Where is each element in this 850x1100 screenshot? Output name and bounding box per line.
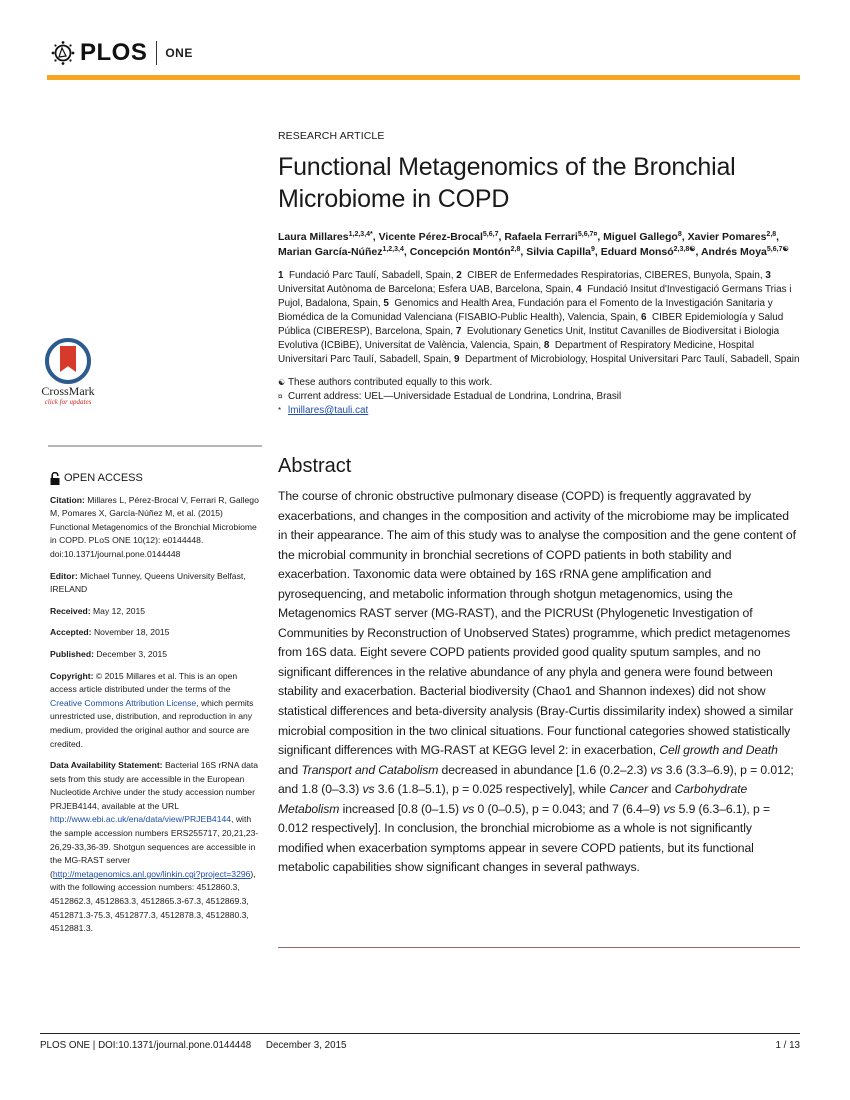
received-text: May 12, 2015 [93, 605, 146, 616]
data-availability-text-3: ), with the following accession numbers: 4512860.3, 4512862.3, 4512863.3, 4512865.3-67.3, 4512869.3, 4512871.3-75.3, 4512877.3, 4512878.3, 4512880.3, 4512881.3. [50, 868, 256, 934]
article-main [278, 130, 800, 878]
affiliation-number: 8 [543, 340, 550, 351]
abstract-heading: Abstract [278, 455, 352, 477]
crossmark-label: CrossMark [41, 384, 95, 398]
sidebar-divider [48, 445, 262, 447]
header-accent-bar [47, 75, 800, 80]
page-number: 1 / 13 [775, 1040, 800, 1051]
author-name[interactable]: Vicente Pérez-Brocal [378, 231, 483, 243]
abstract-segment: 3.6 (1.8–5.1), p = 0.025 respectively], while [374, 782, 610, 797]
abstract-italic: Carbohydrate Metabolism [278, 782, 748, 816]
author-notes [278, 376, 800, 418]
equal-contribution-icon: ☯ [278, 378, 286, 387]
citation-label: Citation: [50, 494, 85, 505]
copyright-label: Copyright: [50, 670, 94, 681]
data-availability-text: Bacterial 16S rRNA data sets from this study are accessible in the European Nucleotide Archive under the study accession number PRJEB4144, available at the URL [50, 760, 259, 811]
affiliation-number: 1 [278, 270, 284, 281]
affiliation-number: 6 [641, 312, 647, 323]
affiliation-text: Genomics and Health Area, Fundación para el Fomento de la Investigación Sanitaria y Biomédica de la Comunidad Valenciana (FISABIO-Public Health), Valencia, Spain, [278, 298, 773, 323]
affiliation-text: Evolutionary Genetics Unit, Institut Cavanilles de Biodiversitat i Biologia Evolutiva (ICBiBE), Universitat de València, Valencia, Spain, [278, 326, 780, 351]
affiliation-text: Department of Microbiology, Hospital Universitari Parc Taulí, Sabadell, Spain [465, 354, 800, 365]
author-affiliation-marks: 1,2,3,4 [382, 245, 404, 253]
abstract-italic: vs [663, 801, 676, 816]
copyright [50, 670, 262, 752]
author-affiliation-marks: 1,2,3,4* [348, 231, 373, 238]
author-affiliation-marks: 8 [677, 231, 682, 238]
affiliation-number: 5 [383, 298, 389, 309]
current-address-note [278, 390, 800, 404]
citation-text: Millares L, Pérez-Brocal V, Ferrari R, Gallego M, Pomares X, García-Núñez M, et al. (2015) Functional Metagenomics of the Bronchial Microbiome in COPD. PLoS ONE 10(12): e0144448. doi:10.1371/journal.pone.0144448 [50, 494, 259, 559]
author-name[interactable]: Silvia Capilla [526, 245, 591, 258]
abstract-segment: decreased in abundance [1.6 (0.2–2.3) [438, 762, 651, 777]
affiliation-text: Department of Respiratory Medicine, Hospital Universitari Parc Taulí, Sabadell, Spain, [278, 340, 755, 365]
affiliation-list [278, 269, 800, 367]
author-name[interactable]: Eduard Monsó [600, 245, 674, 258]
affiliation-text: CIBER de Enfermedades Respiratorias, CIBERES, Bunyola, Spain, [467, 270, 763, 281]
corresponding-email-link[interactable]: lmillares@tauli.cat [288, 405, 369, 416]
abstract-segment: 3.6 (3.3–6.9), p = 0.012; and 1.8 (0–3.3) [278, 762, 794, 797]
crossmark-sublabel: click for updates [44, 398, 92, 406]
copyright-text: © 2015 Millares et al. This is an open access article distributed under the terms of the [50, 670, 238, 695]
abstract-italic: Transport and Catabolism [301, 762, 439, 777]
affiliation-number: 2 [456, 270, 462, 281]
author-name[interactable]: Miguel Gallego [603, 231, 678, 243]
article-title: Functional Metagenomics of the Bronchial Microbiome in COPD [278, 153, 736, 213]
crossmark-badge[interactable] [28, 338, 108, 406]
current-address-icon: ¤ [278, 392, 283, 401]
equal-contribution-note [278, 376, 800, 390]
author-name[interactable]: Laura Millares [278, 231, 349, 243]
plos-one-logo[interactable] [50, 38, 193, 68]
editor [50, 570, 262, 597]
footer-journal-doi: PLOS ONE | DOI:10.1371/journal.pone.0144448 [40, 1040, 252, 1051]
abstract-segment: The course of chronic obstructive pulmonary disease (COPD) is frequently aggravated by exacerbations, and changes in the composition and activity of the microbiome may be implicated in their appearance. The aim of this study was to analyse the composition and the gene content of the microbial community in bronchial secretions of COPD patients in both stability and exacerbation. Taxonomic data were obtained by 16S rRNA gene amplification and pyrosequencing, and metabolic information through shotgun metagenomics, using the Metagenomics RAST server (MG-RAST), and the PICRUSt (Phylogenetic Investigation of Communities by Reconstruction of Unobserved States) programme, which predict metagenomes from 16S data. Eight severe COPD patients provided good quality sputum samples, and no significant differences in the relative abundance of any phyla and genera were found between stability and exacerbation. Bacterial biodiversity (Chao1 and Shannon indexes) did not show statistical differences and beta-diversity analysis (Bray-Curtis dissimilarity index) showed a similar microbial composition in the two clinical situations. Four functional categories showed statistically significant differences with MG-RAST at KEGG level 2: in exacerbation, [278, 489, 796, 758]
author-name[interactable]: Rafaela Ferrari [504, 231, 578, 243]
published-label: Published: [50, 648, 94, 659]
abstract-italic: vs [462, 801, 475, 816]
journal-name: ONE [165, 46, 193, 60]
bookmark-ribbon-icon [60, 346, 76, 372]
data-availability-text-2: , with the sample accession numbers ERS255717, 20,21,23-26,29-33,36-39. Shotgun sequences are accessible in the MG-RAST server ( [50, 814, 259, 879]
citation [50, 494, 262, 562]
accepted-date [50, 626, 262, 640]
received-label: Received: [50, 605, 91, 616]
author-affiliation-marks: 5,6,7¤ [577, 231, 598, 238]
editor-label: Editor: [50, 570, 78, 581]
abstract-segment: 0 (0–0.5), p = 0.043; and 7 (6.4–9) [474, 801, 664, 816]
current-address-text: Current address: UEL—Universidade Estadual de Londrina, Londrina, Brasil [288, 391, 622, 402]
author-name[interactable]: Xavier Pomares [687, 231, 767, 243]
affiliation-number: 4 [576, 284, 582, 295]
logo-separator [156, 41, 157, 65]
corresponding-author-note [278, 404, 800, 418]
data-availability-label: Data Availability Statement: [50, 760, 163, 771]
abstract-segment: 5.9 (6.3–6.1), p = 0.012 respectively]. In conclusion, the bronchial microbiome as a whole is not significantly modified when exacerbation symptoms appear in severe COPD patients, but its functional metabolic capabilities show significant changes in several pathways. [278, 801, 770, 875]
received-date [50, 605, 262, 619]
abstract-italic: Cancer [609, 782, 648, 797]
abstract-italic: vs [650, 762, 663, 777]
published-date [50, 648, 262, 662]
affiliation-text: Fundació Insitut d'Investigació Germans Trias i Pujol, Badalona, Spain, [278, 284, 792, 309]
open-lock-icon [50, 472, 60, 485]
affiliation-text: Universitat Autònoma de Barcelona; Esfera UAB, Barcelona, Spain, [278, 284, 574, 295]
data-availability [50, 759, 262, 936]
article-type: RESEARCH ARTICLE [278, 130, 385, 142]
abstract-text [278, 487, 800, 878]
affiliation-text: Fundació Parc Taulí, Sabadell, Spain, [289, 270, 454, 281]
open-access-badge [50, 472, 262, 486]
copyright-text-end: , which permits unrestricted use, distribution, and reproduction in any medium, provided the original author and source are credited. [50, 697, 254, 749]
author-affiliation-marks: 9 [590, 245, 595, 253]
affiliation-number: 3 [765, 270, 771, 281]
license-link[interactable]: Creative Commons Attribution License [50, 697, 197, 708]
plos-globe-icon [50, 40, 76, 66]
footer-date: December 3, 2015 [265, 1040, 347, 1051]
author-affiliation-marks: 5,6,7 [482, 231, 499, 238]
footer-divider [40, 1033, 800, 1034]
editor-text: Michael Tunney, Queens University Belfast, IRELAND [50, 570, 246, 595]
accepted-text: November 18, 2015 [93, 627, 170, 638]
author-name[interactable]: Marian García-Núñez [278, 245, 383, 258]
abstract-divider [278, 947, 800, 948]
author-affiliation-marks: 2,8 [766, 231, 777, 238]
affiliation-number: 9 [454, 354, 460, 365]
affiliation-text: CIBER Epidemiología y Salud Pública (CIBERESP), Barcelona, Spain, [278, 312, 784, 337]
affiliation-number: 7 [455, 326, 462, 337]
accepted-label: Accepted: [50, 627, 92, 638]
open-access-label: OPEN ACCESS [64, 472, 143, 484]
equal-contribution-text: These authors contributed equally to this work. [288, 377, 493, 388]
mgrast-link[interactable]: http://metagenomics.anl.gov/linkin.cgi?project=3296 [52, 868, 251, 879]
article-info-sidebar [50, 472, 262, 944]
published-text: December 3, 2015 [96, 648, 168, 659]
author-affiliation-marks: 2,8 [510, 245, 521, 253]
abstract-segment: and [647, 782, 675, 797]
abstract-italic: Cell growth and Death [659, 743, 778, 758]
author-list: Laura Millares$^{1,2,3,4*}$, Vicente Pérez-Brocal$^{5,6,7}$, Rafaela Ferrari$^{5,6,7¤}$, Miguel Gallego$^8$, Xavier Pomares$^{2,8}$, Marian García-Núñez$^{1,2,3,4}$, Concepción Montón$^{2,8}$, Silvia Capilla$^9$, Eduard Monsó$^{2,3,8☯}$, Andrés Moya$^{5,6,7☯}$ [278, 231, 789, 258]
author-affiliation-marks: 2,3,8☯ [673, 245, 696, 253]
author-name[interactable]: Andrés Moya [700, 245, 767, 258]
author-name[interactable]: Concepción Montón [409, 245, 511, 258]
crossmark-icon [45, 338, 91, 384]
abstract-segment: and [278, 762, 302, 777]
brand-name: PLOS [80, 39, 148, 66]
author-affiliation-marks: 5,6,7☯ [766, 245, 789, 253]
ena-link[interactable]: http://www.ebi.ac.uk/ena/data/view/PRJEB4144 [50, 814, 232, 825]
asterisk-icon: * [278, 406, 282, 415]
page-footer [40, 1040, 800, 1051]
abstract-segment: increased [0.8 (0–1.5) [339, 801, 463, 816]
abstract-italic: vs [362, 782, 375, 797]
